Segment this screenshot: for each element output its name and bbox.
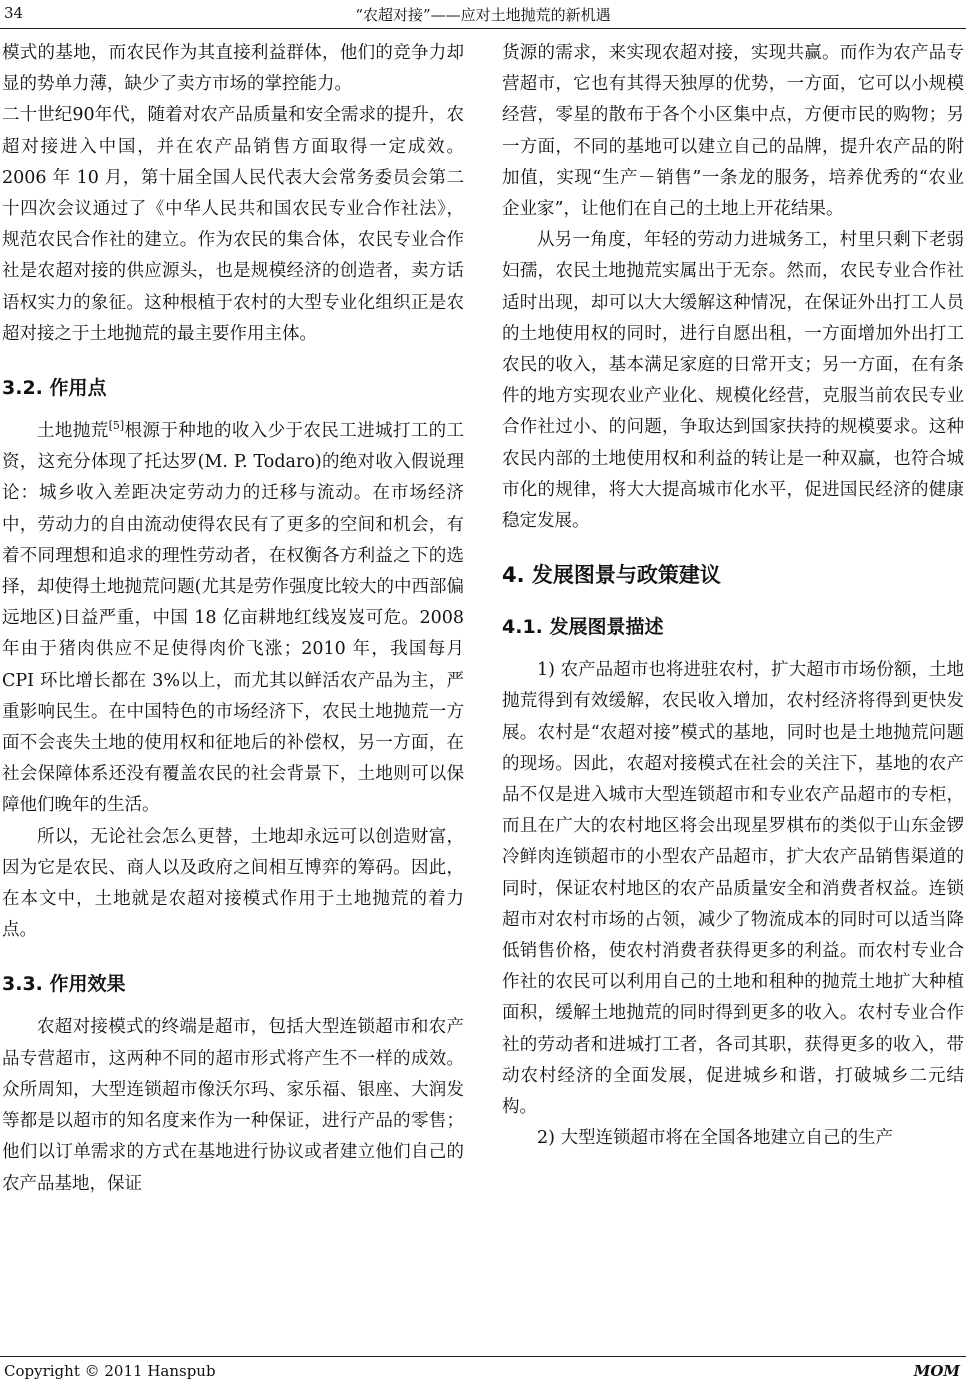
page-header — [0, 0, 966, 28]
citation-ref[interactable]: [5] — [108, 419, 125, 433]
section-heading-3-2: 3.2. 作用点 — [2, 377, 107, 400]
page-number: 34 — [4, 4, 24, 22]
section-heading-4: 4. 发展图景与政策建议 — [502, 563, 721, 588]
paragraph: 农超对接模式的终端是超市，包括大型连锁超市和农产品专营超市，这两种不同的超市形式将产生不一样的成效。众所周知，大型连锁超市像沃尔玛、家乐福、银座、大润发等都是以超市的知名度来作为一种保证，进行产品的零售；他们以订单需求的方式在基地进行协议或者建立他们自己的农产品基地，保证 — [2, 1017, 464, 1194]
header-rule — [0, 28, 966, 29]
paragraph: 模式的基地，而农民作为其直接利益群体，他们的竞争力却显的势单力薄，缺少了卖方市场的掌控能力。 — [2, 43, 464, 95]
paragraph-text: 根源于种地的收入少于农民工进城打工的工资，这充分体现了托达罗(M. P. Todaro)的绝对收入假说理论：城乡收入差距决定劳动力的迁移与流动。在市场经济中，劳动力的自由流动使得农民有了更多的空间和机会，有着不同理想和追求的理性劳动者，在权衡各方利益之下的选择，却使得土地抛荒问题(尤其是劳作强度比较大的中西部偏远地区)日益严重，中国 18 亿亩耕地红线岌岌可危。2008 年由于猪肉供应不足使得肉价飞涨；2010 年，我国每月 CPI 环比增长都在 3%以上，而尤其以鲜活农产品为主，严重影响民生。在中国特色的市场经济下，农民土地抛荒一方面不会丧失土地的使用权和征地后的补偿权，另一方面，在社会保障体系还没有覆盖农民的社会背景下，土地则可以保障他们晚年的生活。 — [2, 421, 464, 816]
right-column — [502, 38, 964, 1338]
paragraph: 货源的需求，来实现农超对接，实现共赢。而作为农产品专营超市，它也有其得天独厚的优势，一方面，它可以小规模经营，零星的散布于各个小区集中点，方便市民的购物；另一方面，不同的基地可以建立自己的品牌，提升农产品的附加值，实现“生产－销售”一条龙的服务，培养优秀的“农业企业家”，让他们在自己的土地上开花结果。 — [502, 43, 964, 220]
paragraph: 2) 大型连锁超市将在全国各地建立自己的生产 — [537, 1128, 894, 1149]
spacer — [2, 350, 464, 374]
footer-rule — [0, 1356, 966, 1357]
left-column — [2, 38, 464, 1338]
spacer — [2, 998, 464, 1012]
paragraph — [2, 416, 464, 822]
spacer — [502, 589, 964, 613]
journal-name: MOM — [913, 1362, 960, 1380]
page-footer — [0, 1356, 966, 1386]
paragraph: 1) 农产品超市也将进驻农村，扩大超市市场份额，土地抛荒得到有效缓解，农民收入增加，农村经济将得到更快发展。农村是“农超对接”模式的基地，同时也是土地抛荒问题的现场。因此，农超对接模式在社会的关注下，基地的农产品不仅是进入城市大型连锁超市和专业农产品超市的专柜，而且在广大的农村地区将会出现星罗棋布的类似于山东金锣冷鲜肉连锁超市的小型农产品超市，扩大农产品销售渠道的同时，保证农村地区的农产品质量安全和消费者权益。连锁超市对农村市场的占领，减少了物流成本的同时可以适当降低销售价格，使农村消费者获得更多的利益。而农村专业合作社的农民可以利用自己的土地和租种的抛荒土地扩大种植面积，缓解土地抛荒的同时得到更多的收入。农村专业合作社的劳动者和进城打工者，各司其职，获得更多的收入，带动农村经济的全面发展，促进城乡和谐，打破城乡二元结构。 — [502, 660, 964, 1118]
spacer — [502, 641, 964, 655]
paragraph-text: 土地抛荒 — [37, 421, 109, 442]
section-heading-4-1: 4.1. 发展图景描述 — [502, 616, 664, 639]
paragraph: 从另一角度，年轻的劳动力进城务工，村里只剩下老弱妇孺，农民土地抛荒实属出于无奈。然而，农民专业合作社适时出现，却可以大大缓解这种情况，在保证外出打工人员的土地使用权的同时，进行自愿出租，一方面增加外出打工农民的收入，基本满足家庭的日常开支；另一方面，在有条件的地方实现农业产业化、规模化经营，克服当前农民专业合作社过小、的问题，争取达到国家扶持的规模要求。这种农民内部的土地使用权和利益的转让是一种双赢，也符合城市化的规律，将大大提高城市化水平，促进国民经济的健康稳定发展。 — [502, 230, 964, 532]
spacer — [502, 537, 964, 561]
spacer — [2, 402, 464, 416]
paragraph: 所以，无论社会怎么更替，土地却永远可以创造财富，因为它是农民、商人以及政府之间相互博弈的筹码。因此，在本文中，土地就是农超对接模式作用于土地抛荒的着力点。 — [2, 826, 464, 941]
paragraph: 二十世纪90年代，随着对农产品质量和安全需求的提升，农超对接进入中国，并在农产品销售方面取得一定成效。2006 年 10 月，第十届全国人民代表大会常务委员会第二十四次会议通过了《中华人民共和国农民专业合作社法》，规范农民合作社的建立。作为农民的集合体，农民专业合作社是农超对接的供应源头，也是规模经济的创造者，卖方话语权实力的象征。这种根植于农村的大型专业化组织正是农超对接之于土地抛荒的最主要作用主体。 — [2, 105, 464, 344]
section-heading-3-3: 3.3. 作用效果 — [2, 973, 126, 996]
copyright-notice: Copyright © 2011 Hanspub — [4, 1362, 216, 1380]
spacer — [2, 946, 464, 970]
running-title: “农超对接”——应对土地抛荒的新机遇 — [355, 6, 611, 24]
